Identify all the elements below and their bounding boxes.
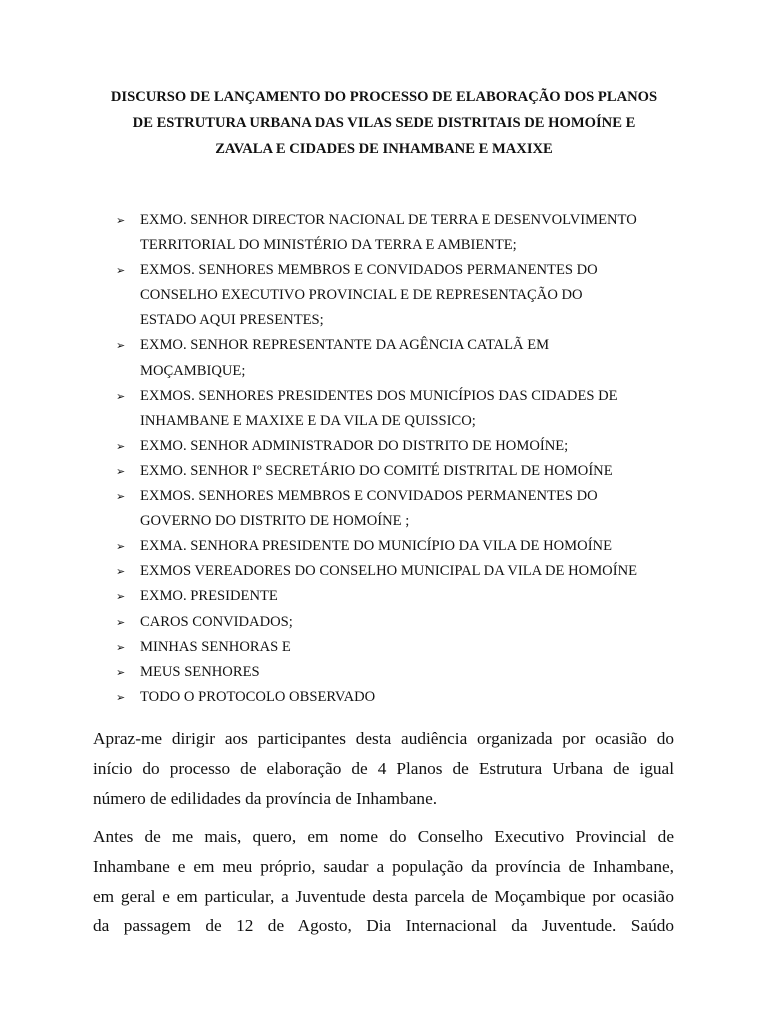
paragraph-line: em geral e em particular, a Juventude desta parcela de Moçambique por ocasião [93,886,674,906]
list-item [116,635,686,660]
body-paragraph [93,724,674,813]
list-item-line: EXMOS. SENHORES PRESIDENTES DOS MUNICÍPIOS DAS CIDADES DE [140,387,618,404]
arrow-bullet-icon: ➢ [116,590,126,604]
list-item-line: EXMA. SENHORA PRESIDENTE DO MUNICÍPIO DA VILA DE HOMOÍNE [140,538,613,555]
list-item [116,258,686,333]
list-item [116,333,686,383]
arrow-bullet-icon: ➢ [116,665,126,679]
list-item-line: EXMO. SENHOR REPRESENTANTE DA AGÊNCIA CATALÃ EM [140,337,550,354]
arrow-bullet-icon: ➢ [116,264,126,278]
list-item-line: CONSELHO EXECUTIVO PROVINCIAL E DE REPRESENTAÇÃO DO [140,287,583,304]
arrow-bullet-icon: ➢ [116,439,126,453]
arrow-bullet-icon: ➢ [116,464,126,478]
list-item-line: EXMOS. SENHORES MEMBROS E CONVIDADOS PERMANENTES DO [140,262,598,279]
protocol-list [116,208,686,710]
list-item-line: ESTADO AQUI PRESENTES; [140,312,324,329]
list-item [116,660,686,685]
list-item-line: EXMOS VEREADORES DO CONSELHO MUNICIPAL DA VILA DE HOMOÍNE [140,563,638,580]
paragraph-line: número de edilidades da província de Inhambane. [93,788,438,808]
list-item [116,685,686,710]
list-item-line: TERRITORIAL DO MINISTÉRIO DA TERRA E AMBIENTE; [140,237,517,254]
arrow-bullet-icon: ➢ [116,690,126,704]
list-item-line: MEUS SENHORES [140,663,260,680]
paragraph-line: da passagem de 12 de Agosto, Dia Internacional da Juventude. Saúdo [93,916,674,936]
paragraph-line: Apraz-me dirigir aos participantes desta audiência organizada por ocasião do [93,729,674,748]
paragraph-line: Antes de me mais, quero, em nome do Conselho Executivo Provincial de [93,827,674,846]
list-item-line: GOVERNO DO DISTRITO DE HOMOÍNE ; [140,513,410,530]
list-item [116,484,686,534]
list-item [116,610,686,635]
document-title [86,84,682,162]
arrow-bullet-icon: ➢ [116,540,126,554]
list-item [116,434,686,459]
list-item [116,534,686,559]
list-item [116,208,686,258]
arrow-bullet-icon: ➢ [116,640,126,654]
list-item-line: INHAMBANE E MAXIXE E DA VILA DE QUISSICO; [140,412,476,429]
arrow-bullet-icon: ➢ [116,214,126,227]
paragraph-line: Inhambane e em meu próprio, saudar a população da província de Inhambane, [93,856,674,876]
list-item-line: CAROS CONVIDADOS; [140,613,293,630]
arrow-bullet-icon: ➢ [116,339,126,353]
list-item [116,584,686,609]
arrow-bullet-icon: ➢ [116,615,126,629]
list-item [116,384,686,434]
list-item-line: MOÇAMBIQUE; [140,362,246,379]
list-item-line: EXMOS. SENHORES MEMBROS E CONVIDADOS PERMANENTES DO [140,488,598,505]
title-line: DISCURSO DE LANÇAMENTO DO PROCESSO DE ELABORAÇÃO DOS PLANOS [110,89,658,105]
title-line: ZAVALA E CIDADES DE INHAMBANE E MAXIXE [215,141,553,157]
list-item-line: EXMO. PRESIDENTE [140,588,278,605]
body-paragraph [93,822,674,941]
list-item-line: TODO O PROTOCOLO OBSERVADO [140,688,376,705]
title-line: DE ESTRUTURA URBANA DAS VILAS SEDE DISTRITAIS DE HOMOÍNE E [132,115,636,131]
arrow-bullet-icon: ➢ [116,490,126,504]
paragraph-line: início do processo de elaboração de 4 Planos de Estrutura Urbana de igual [93,758,674,778]
list-item-line: EXMO. SENHOR DIRECTOR NACIONAL DE TERRA E DESENVOLVIMENTO [140,212,637,228]
list-item [116,559,686,584]
list-item-line: EXMO. SENHOR ADMINISTRADOR DO DISTRITO DE HOMOÍNE; [140,437,569,454]
list-item [116,459,686,484]
arrow-bullet-icon: ➢ [116,389,126,403]
list-item-line: EXMO. SENHOR Iº SECRETÁRIO DO COMITÉ DISTRITAL DE HOMOÍNE [140,462,613,479]
list-item-line: MINHAS SENHORAS E [140,638,291,655]
arrow-bullet-icon: ➢ [116,565,126,579]
